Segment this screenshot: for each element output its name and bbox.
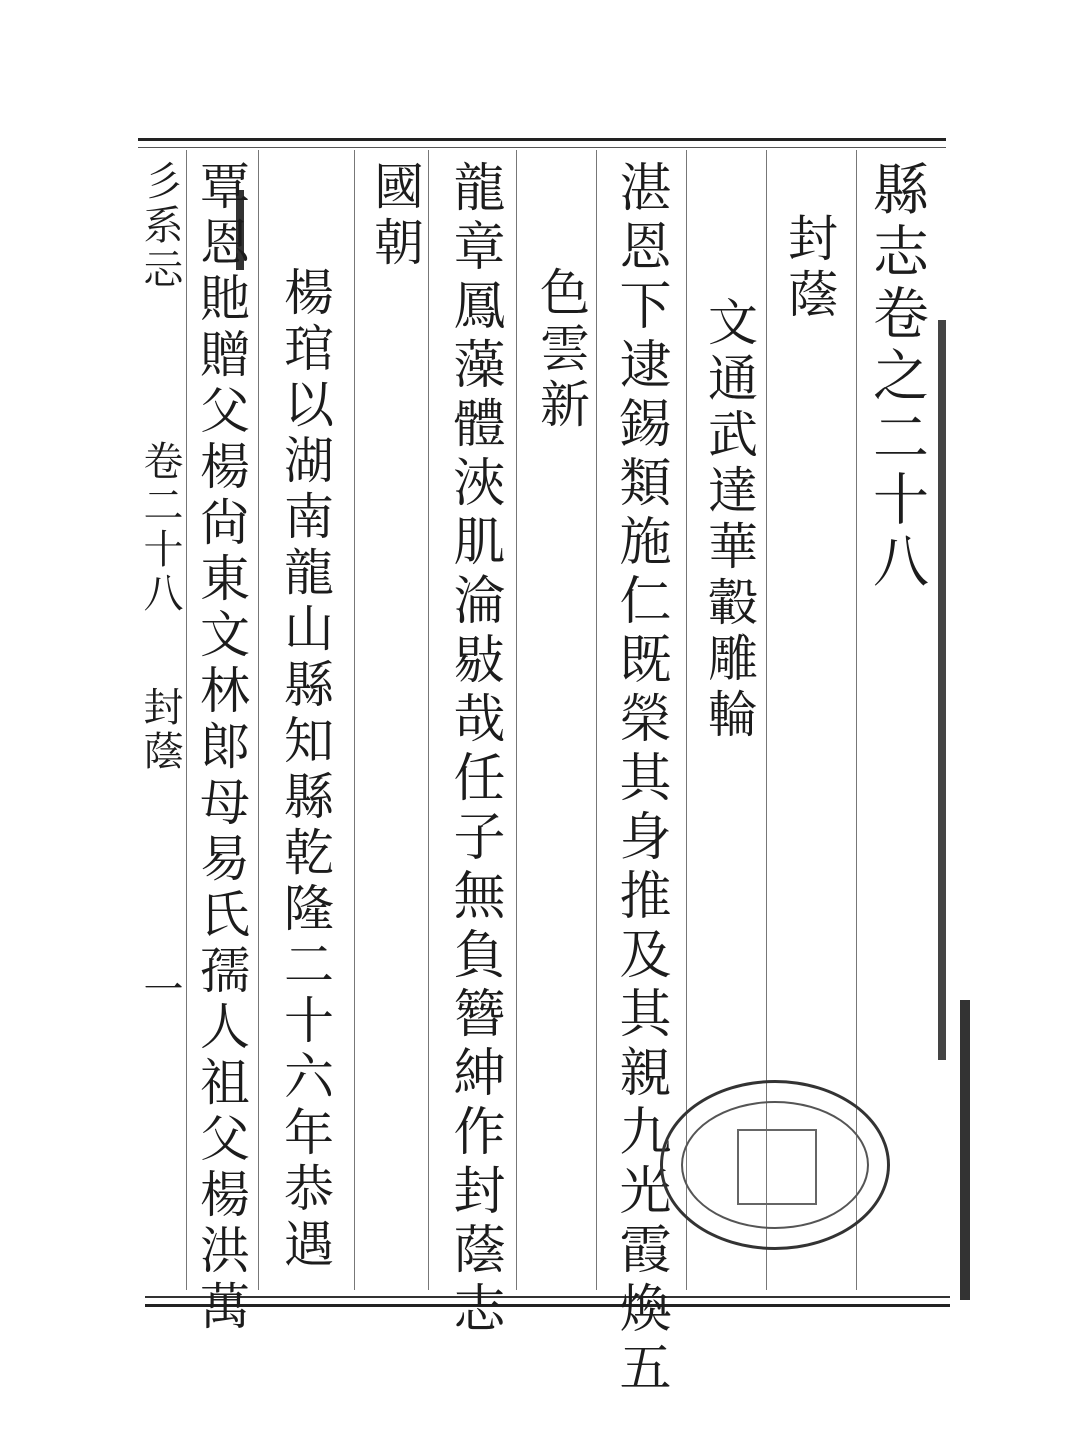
column-divider (596, 150, 597, 1290)
column-divider (516, 150, 517, 1290)
verse-line: 文通武達華轂雕輪 (700, 296, 758, 744)
margin-title: 彡系忈 (137, 160, 183, 292)
column-divider (428, 150, 429, 1290)
text-column-2: 龍章鳳藻體浹肌淪敡哉任子無負簪紳作封蔭志 (444, 160, 504, 1340)
entry-line-2: 覃恩貤贈父楊尙東文林郞母易氏孺人祖父楊洪萬 (192, 160, 250, 1336)
column-divider (354, 150, 355, 1290)
top-border-rule (138, 138, 946, 148)
entry-line-1: 楊琯以湖南龍山縣知縣乾隆二十六年恭遇 (276, 266, 334, 1274)
color-line: 色雲新 (532, 266, 590, 434)
seal-center-mark (737, 1129, 817, 1205)
margin-section: 封蔭 (137, 686, 183, 774)
margin-volume: 卷二十八 (137, 440, 183, 616)
section-heading: 封蔭 (780, 212, 838, 324)
right-border-rule (938, 320, 946, 1060)
dynasty-heading: 國朝 (366, 160, 424, 272)
right-edge-rule (960, 1000, 970, 1300)
library-seal (660, 1080, 890, 1250)
column-divider (258, 150, 259, 1290)
margin-page-number: 一 (137, 968, 183, 1012)
column-divider (186, 150, 187, 1290)
text-column-1: 湛恩下逮錫類施仁既榮其身推及其親九光霞煥五 (610, 160, 670, 1399)
page-title: 縣志卷之二十八 (864, 160, 929, 594)
bottom-border-rule (145, 1296, 950, 1307)
